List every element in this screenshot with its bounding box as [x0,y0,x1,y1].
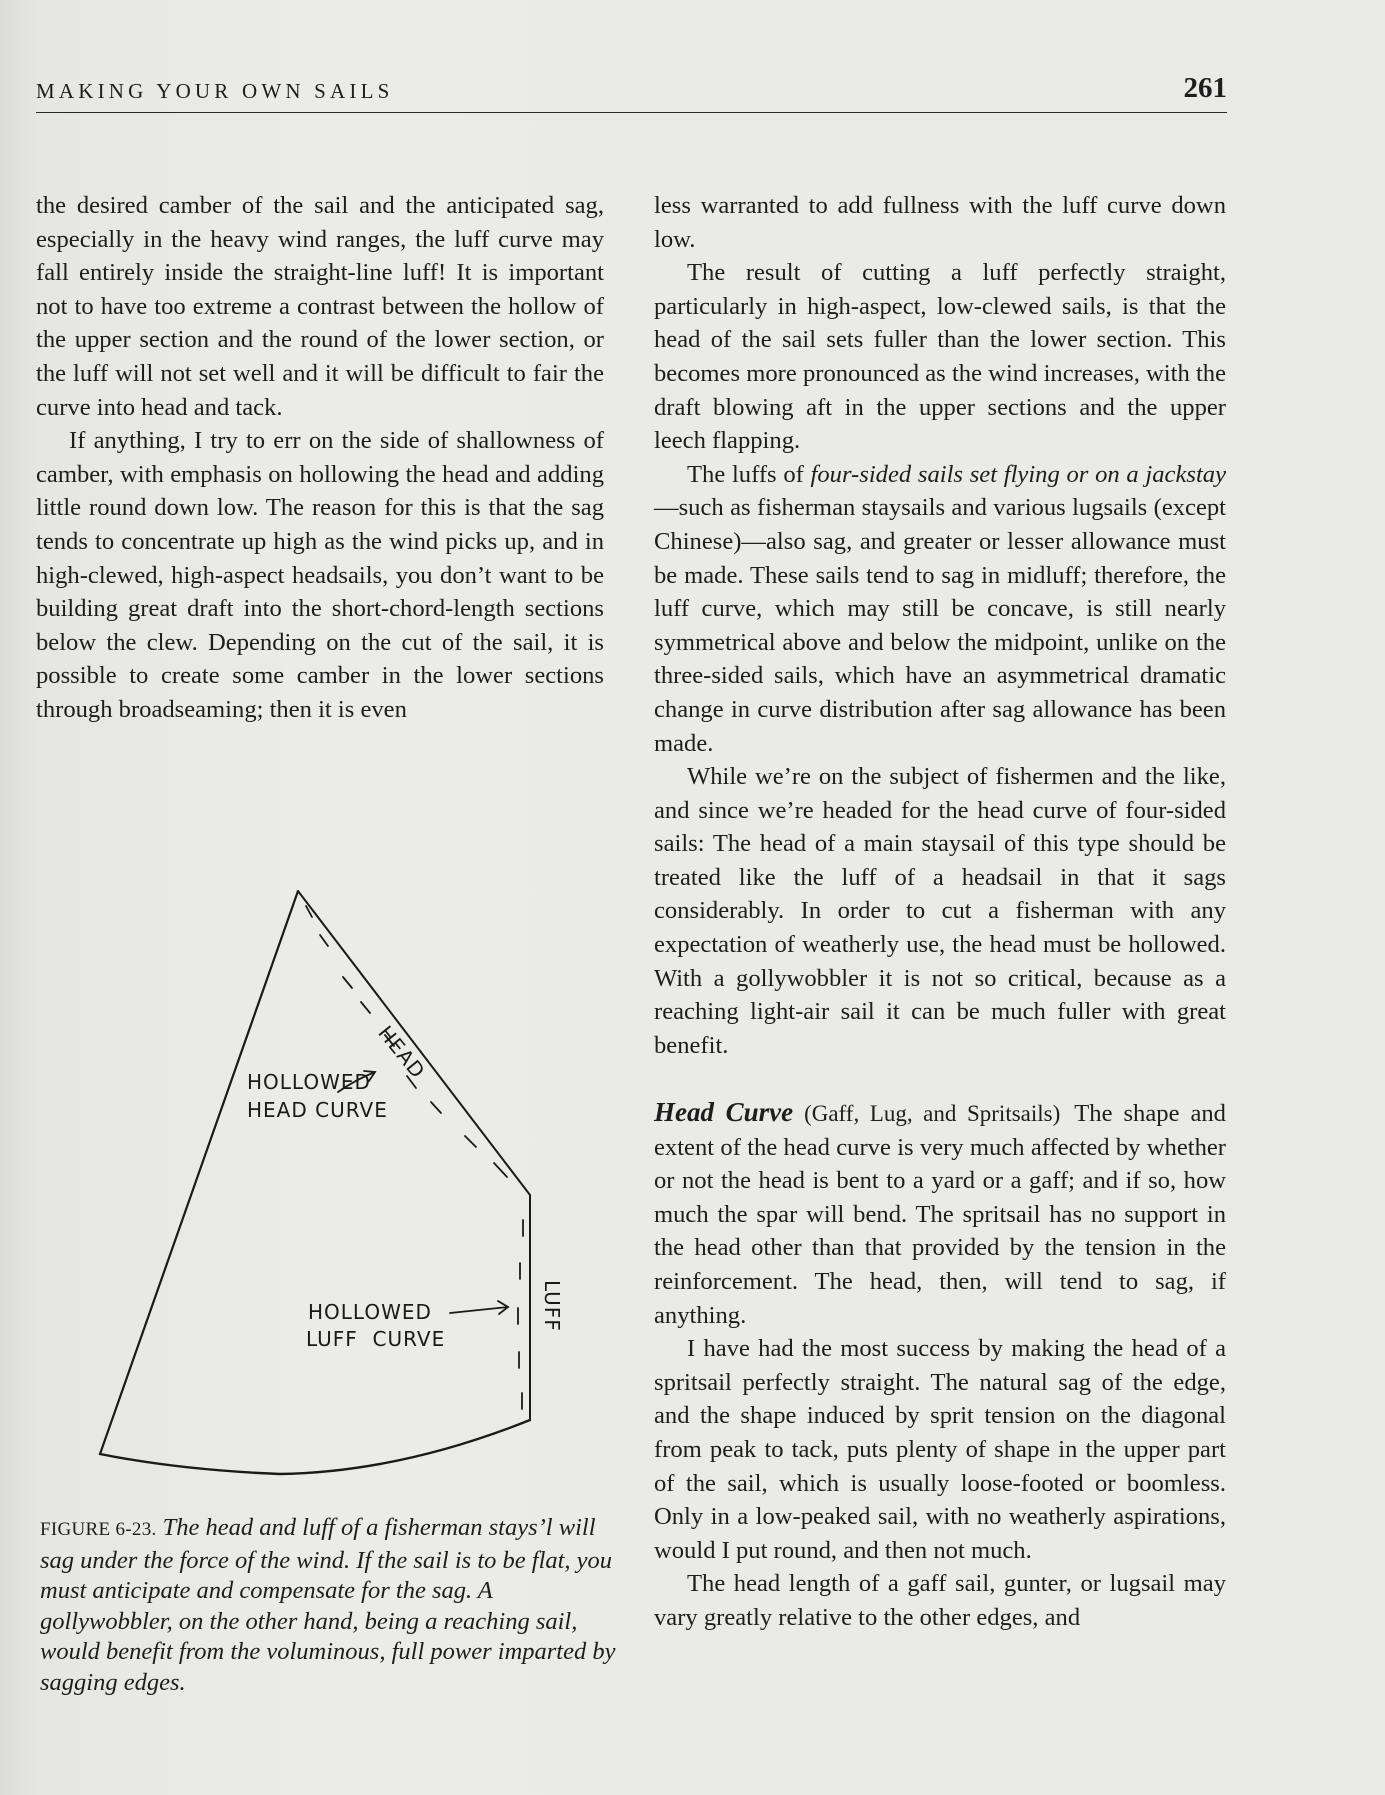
left-paragraph-2: If anything, I try to err on the side of shallowness of camber, with emphasis on hollowing the head and adding little round down low. The reason for this is that the sag tends to concentrate up high as the wind picks up, and in high-clewed, high-aspect headsails, you don’t want to be building great draft into the short-chord-length sections below the clew. Depending on the cut of the sail, it is possible to create some camber in the lower sections through broadseaming; then it is even [36,427,604,723]
right-paragraph-5: The shape and extent of the head curve is very much affected by whether or not the head is bent to a yard or a gaff; and if so, how much the spar will bend. The spritsail has no support in the head other than that provided by the tension in the reinforcement. The head, then, will tend to sag, if anything. [654,1100,1226,1329]
label-hollowed-head-2: HEAD CURVE [247,1098,388,1122]
page-number: 261 [1183,72,1227,104]
label-hollowed-luff-2: LUFF CURVE [306,1327,446,1351]
right-column [654,189,1226,1635]
label-hollowed-luff-1: HOLLOWED [308,1300,432,1324]
right-paragraph-3-start: The luffs of [687,460,811,488]
label-luff: LUFF [540,1280,564,1332]
section-subtitle: (Gaff, Lug, and Spritsails) [804,1101,1061,1127]
sail-diagram [90,880,570,1480]
left-column [36,189,604,727]
caption-text: The head and luff of a fisherman stays’l will sag under the force of the wind. If the sail is to be flat, you must anticipate and compensate for the sag. A gollywobbler, on the other hand, being a reaching sail, would benefit from the voluminous, full power imparted by sagging edges. [40,1514,616,1696]
running-head [36,72,1227,113]
right-paragraph-3-end: —such as fisherman staysails and various lugsails (except Chinese)—also sag, and greater or lesser allowance must be made. These sails tend to sag in midluff; therefore, the luff curve, which may still be concave, is still nearly symmetrical above and below the midpoint, unlike on the three-sided sails, which have an asymmetrical dramatic change in curve distribution after sag allowance has been made. [654,494,1226,757]
left-paragraph-1: the desired camber of the sail and the anticipated sag, especially in the heavy wind ranges, the luff curve may fall entirely inside the straight-line luff! It is important not to have too extreme a contrast between the hollow of the upper section and the round of the lower section, or the luff will not set well and it will be difficult to fair the curve into head and tack. [36,192,604,421]
figure-6-23 [90,880,570,1480]
hollowed-luff-arrow [450,1307,508,1313]
figure-caption [40,1513,620,1698]
right-paragraph-3-italic: four-sided sails set flying or on a jackstay [810,460,1226,488]
right-paragraph-4: While we’re on the subject of fishermen and the like, and since we’re headed for the head curve of four-sided sails: The head of a main staysail of this type should be treated like the luff of a headsail in that it sags considerably. In order to cut a fisherman with any expectation of weatherly use, the head must be hollowed. With a gollywobbler it is not so critical, because as a reaching light-air sail it can be much fuller with great benefit. [654,763,1226,1059]
running-head-title: MAKING YOUR OWN SAILS [36,79,394,103]
right-paragraph-7: The head length of a gaff sail, gunter, or lugsail may vary greatly relative to the other edges, and [654,1570,1226,1631]
hollowed-luff-dashes [518,1220,523,1409]
label-hollowed-head-1: HOLLOWED [247,1070,371,1094]
right-paragraph-6: I have had the most success by making the head of a spritsail perfectly straight. The natural sag of the edge, and the shape induced by sprit tension on the diagonal from peak to tack, puts plenty of shape in the upper part of the sail, which is usually loose-footed or boomless. Only in a low-peaked sail, with no weatherly aspirations, would I put round, and then not much. [654,1335,1226,1564]
sail-leading-edge [100,891,298,1454]
caption-label: FIGURE 6-23. [40,1519,157,1540]
label-head: HEAD [373,1021,431,1084]
right-paragraph-2: The result of cutting a luff perfectly straight, particularly in high-aspect, low-clewed sails, is that the head of the sail sets fuller than the lower section. This becomes more pronounced as the wind increases, with the draft blowing aft in the upper sections and the upper leech flapping. [654,259,1226,455]
section-title: Head Curve [654,1097,794,1128]
sail-foot-curve [100,1420,530,1474]
right-paragraph-3 [654,458,1226,760]
sail-head-straight [298,891,530,1195]
right-paragraph-1: less warranted to add fullness with the luff curve down low. [654,192,1226,253]
head-curve-section [654,1096,1226,1332]
